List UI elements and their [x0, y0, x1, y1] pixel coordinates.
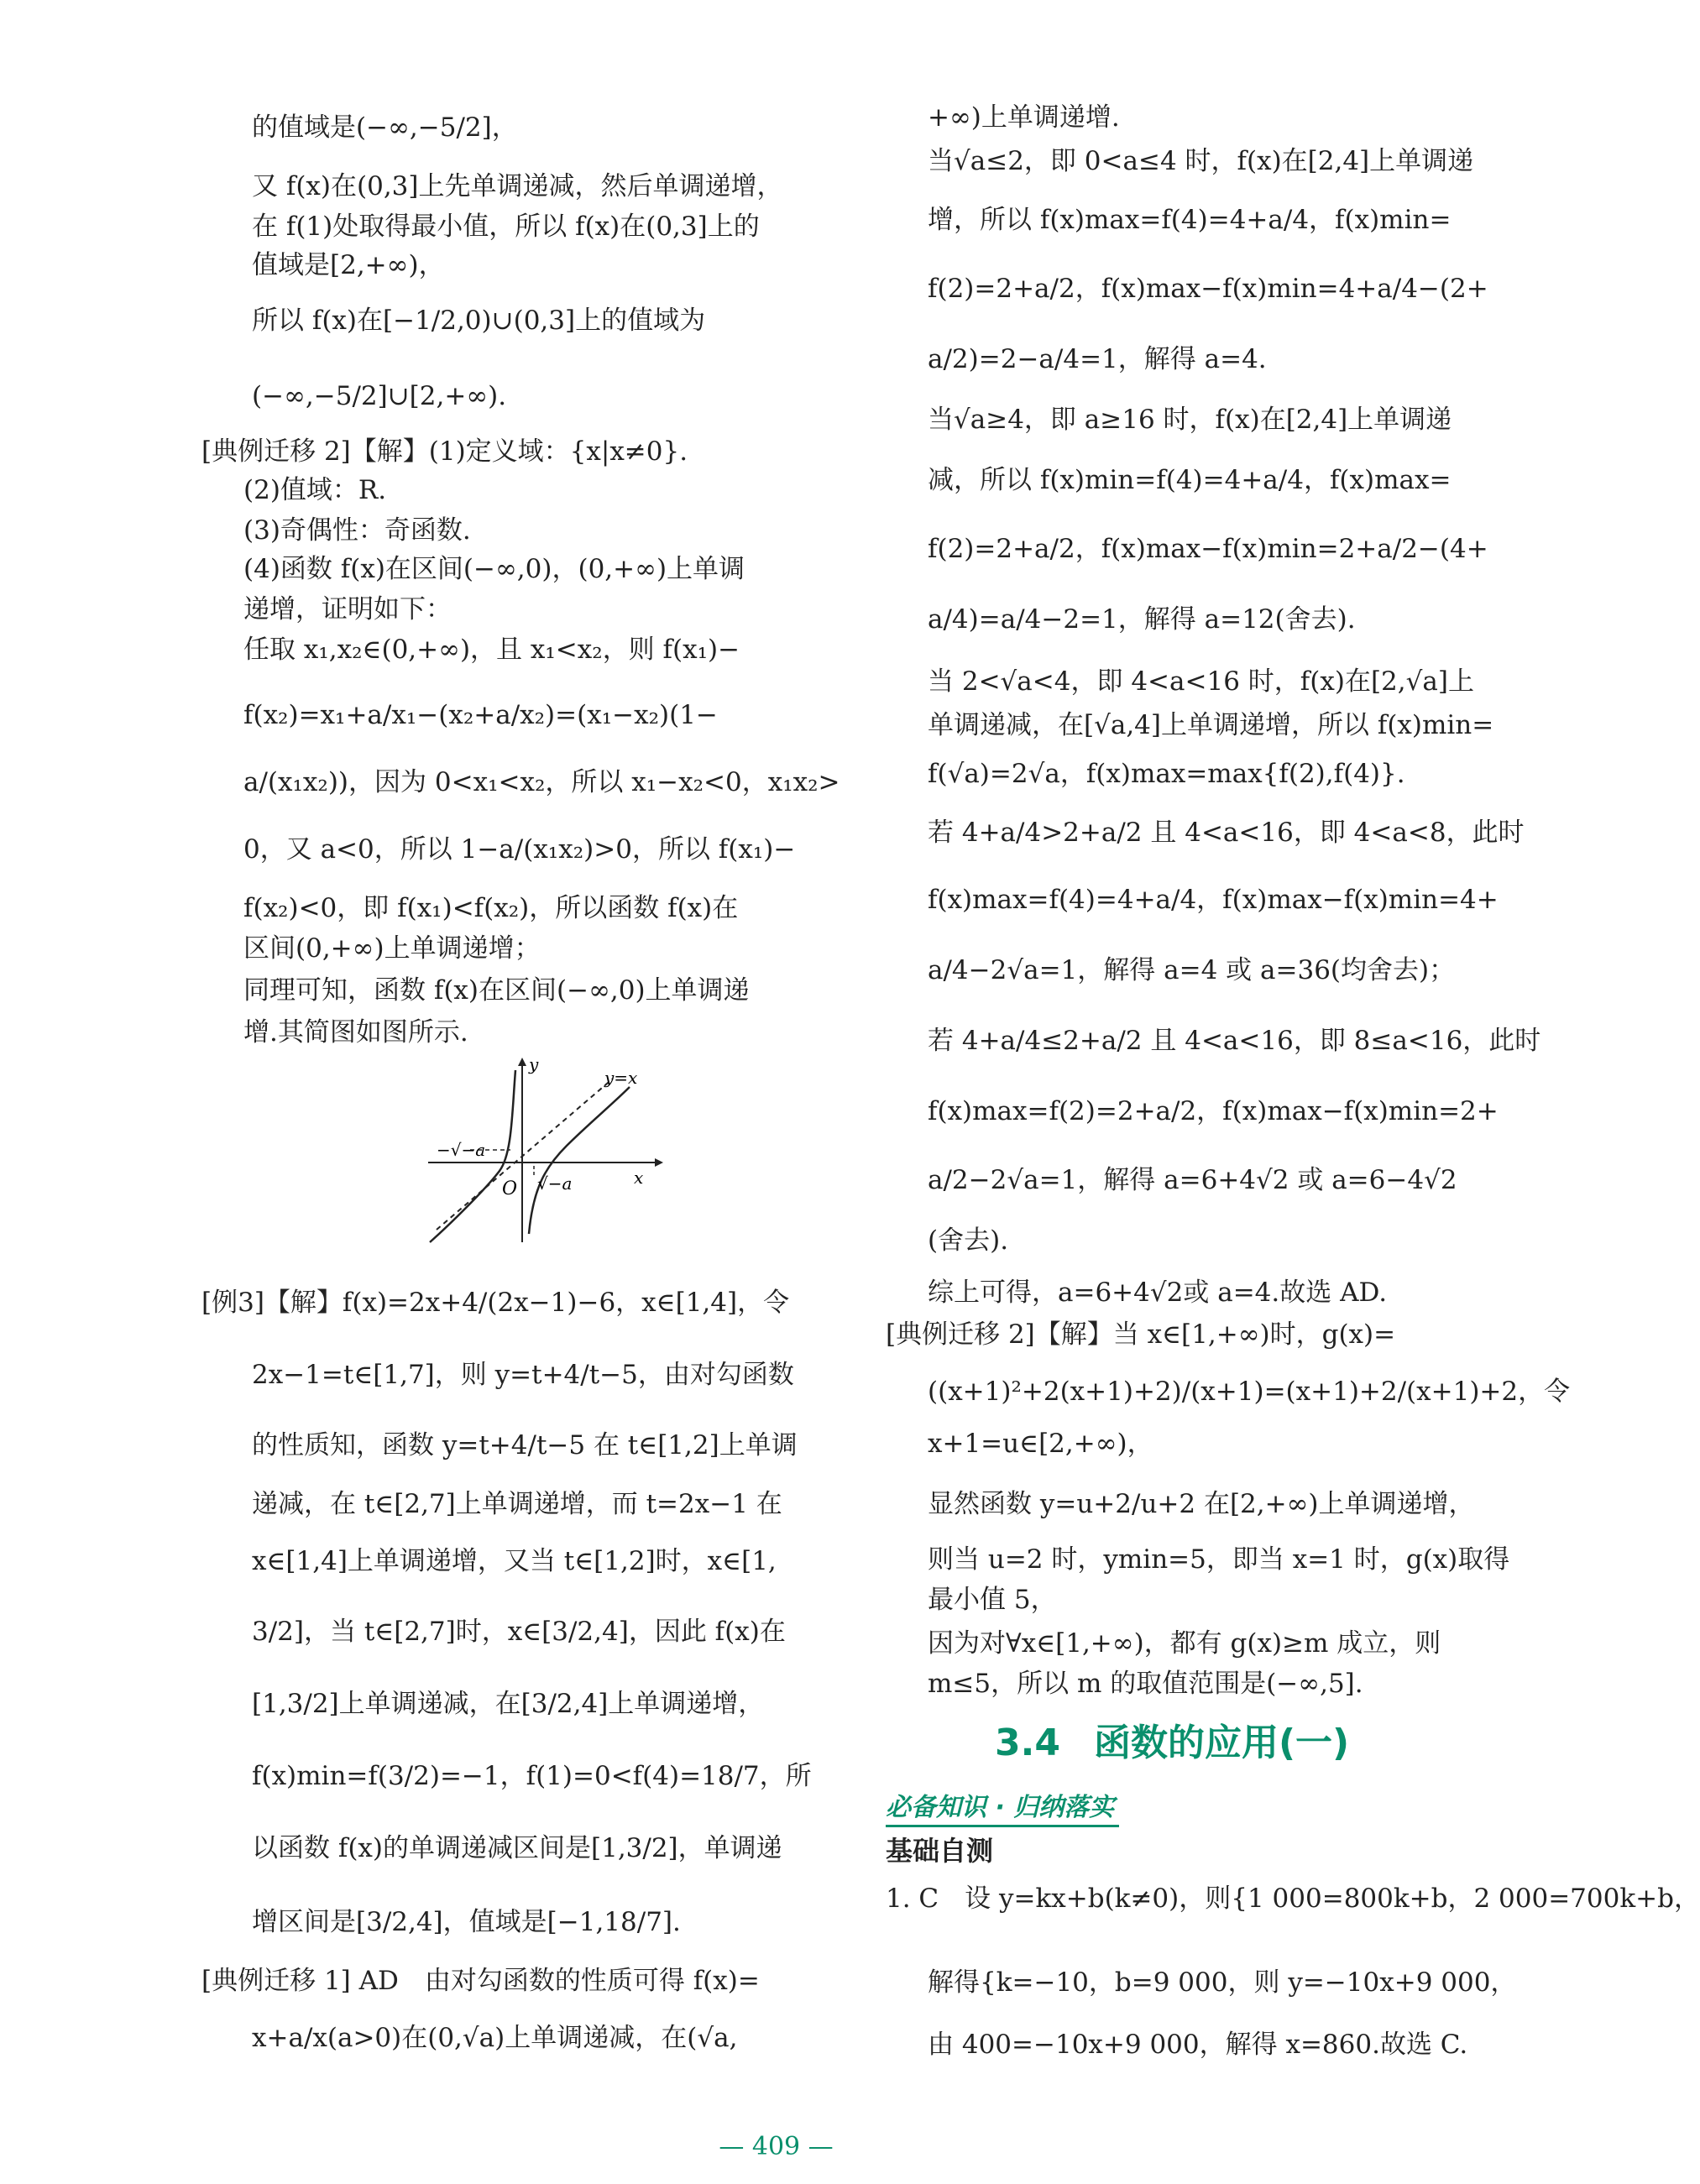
- left-text-line: (2)值域：R.: [243, 475, 387, 505]
- left-text-line: 递减，在 t∈[2,7]上单调递增，而 t=2x−1 在: [252, 1489, 782, 1519]
- right-text-line: m≤5，所以 m 的取值范围是(−∞,5].: [928, 1669, 1363, 1699]
- curve-right-branch: [529, 1087, 630, 1234]
- left-text-line: 的性质知，函数 y=t+4/t−5 在 t∈[1,2]上单调: [252, 1430, 798, 1460]
- right-text-line: 当√a≥4，即 a≥16 时，f(x)在[2,4]上单调递: [928, 405, 1452, 435]
- left-text-line: x+a/x(a>0)在(0,√a)上单调递减，在(√a,: [252, 2023, 738, 2053]
- left-text-line: 3/2]，当 t∈[2,7]时，x∈[3/2,4]，因此 f(x)在: [252, 1617, 786, 1647]
- left-text-line: x∈[1,4]上单调递增，又当 t∈[1,2]时，x∈[1,: [252, 1546, 777, 1576]
- left-text-line: a/(x₁x₂))，因为 0<x₁<x₂，所以 x₁−x₂<0，x₁x₂>: [243, 767, 840, 797]
- right-text-line: 减，所以 f(x)min=f(4)=4+a/4，f(x)max=: [928, 465, 1452, 495]
- left-text-line: [典例迁移 2]【解】(1)定义域：{x|x≠0}.: [201, 436, 688, 467]
- right-text-line: 显然函数 y=u+2/u+2 在[2,+∞)上单调递增，: [928, 1489, 1475, 1519]
- section-name: 函数的应用(一): [1093, 1722, 1350, 1764]
- right-text-line: 当 2<√a<4，即 4<a<16 时，f(x)在[2,√a]上: [928, 666, 1474, 697]
- right-text-line: 综上可得，a=6+4√2或 a=4.故选 AD.: [928, 1277, 1388, 1308]
- left-text-line: 又 f(x)在(0,3]上先单调递减，然后单调递增，: [252, 171, 783, 201]
- right-text-line: ((x+1)²+2(x+1)+2)/(x+1)=(x+1)+2/(x+1)+2，令: [928, 1377, 1571, 1407]
- right-text-line: 最小值 5，: [928, 1585, 1057, 1615]
- left-text-line: 区间(0,+∞)上单调递增；: [243, 933, 541, 964]
- left-text-line: f(x₂)<0，即 f(x₁)<f(x₂)，所以函数 f(x)在: [243, 893, 739, 923]
- x-axis-arrow: [655, 1158, 663, 1167]
- page-number: — 409 —: [719, 2132, 834, 2161]
- left-text-line: (−∞,−5/2]∪[2,+∞).: [252, 381, 507, 411]
- left-text-line: 2x−1=t∈[1,7]，则 y=t+4/t−5，由对勾函数: [252, 1360, 794, 1390]
- right-text-line: a/2)=2−a/4=1，解得 a=4.: [928, 344, 1267, 374]
- left-text-line: f(x)min=f(3/2)=−1，f(1)=0<f(4)=18/7，所: [252, 1761, 812, 1791]
- right-text-line: 增，所以 f(x)max=f(4)=4+a/4，f(x)min=: [928, 205, 1452, 235]
- left-text-line: 增区间是[3/2,4]，值域是[−1,18/7].: [252, 1907, 681, 1937]
- right-text-line: f(x)max=f(2)=2+a/2，f(x)max−f(x)min=2+: [928, 1096, 1499, 1126]
- left-text-line: 任取 x₁,x₂∈(0,+∞)，且 x₁<x₂，则 f(x₁)−: [243, 635, 740, 665]
- right-text-line: f(x)max=f(4)=4+a/4，f(x)max−f(x)min=4+: [928, 885, 1499, 915]
- right-text-line: 单调递减，在[√a,4]上单调递增，所以 f(x)min=: [928, 710, 1494, 740]
- right-text-line: 则当 u=2 时，ymin=5，即当 x=1 时，g(x)取得: [928, 1544, 1510, 1575]
- graph-label-pos: √−a: [537, 1173, 573, 1194]
- left-text-line: 值域是[2,+∞)，: [252, 250, 445, 280]
- graph-label-x: x: [634, 1168, 644, 1188]
- left-text-line: [典例迁移 1] AD 由对勾函数的性质可得 f(x)=: [201, 1966, 760, 1996]
- right-text-line: 若 4+a/4≤2+a/2 且 4<a<16，即 8≤a<16，此时: [928, 1026, 1541, 1056]
- left-text-line: 增.其简图如图所示.: [243, 1017, 468, 1048]
- right-text-line: a/4)=a/4−2=1，解得 a=12(舍去).: [928, 604, 1356, 635]
- y-axis-arrow: [518, 1058, 526, 1066]
- right-text-line: f(2)=2+a/2，f(x)max−f(x)min=2+a/2−(4+: [928, 534, 1488, 564]
- right-text-line: +∞)上单调递增.: [928, 102, 1120, 133]
- subsection-banner: 必备知识 · 归纳落实: [886, 1786, 1119, 1827]
- left-text-line: [例3]【解】f(x)=2x+4/(2x−1)−6，x∈[1,4]，令: [201, 1288, 790, 1318]
- function-sketch-graph: [420, 1053, 663, 1246]
- right-text-line: a/4−2√a=1，解得 a=4 或 a=36(均舍去)；: [928, 955, 1456, 985]
- right-text-line: (舍去).: [928, 1225, 1009, 1256]
- right-text-line: 若 4+a/4>2+a/2 且 4<a<16，即 4<a<8，此时: [928, 818, 1525, 848]
- left-text-line: 的值域是(−∞,−5/2]，: [252, 112, 518, 143]
- left-text-line: (4)函数 f(x)在区间(−∞,0)，(0,+∞)上单调: [243, 554, 745, 584]
- right-text-line: 因为对∀x∈[1,+∞)，都有 g(x)≥m 成立，则: [928, 1628, 1441, 1659]
- right-text-line: 由 400=−10x+9 000，解得 x=860.故选 C.: [928, 2030, 1468, 2060]
- right-text-line: 解得{k=−10，b=9 000，则 y=−10x+9 000，: [928, 1967, 1517, 1998]
- graph-label-o: O: [502, 1178, 518, 1199]
- graph-label-y: y: [529, 1054, 539, 1074]
- right-text-line: f(√a)=2√a，f(x)max=max{f(2),f(4)}.: [928, 759, 1405, 789]
- left-text-line: (3)奇偶性：奇函数.: [243, 515, 471, 546]
- left-text-line: 所以 f(x)在[−1/2,0)∪(0,3]上的值域为: [252, 306, 706, 336]
- left-text-line: 同理可知，函数 f(x)在区间(−∞,0)上单调递: [243, 975, 750, 1006]
- graph-label-neg: −√−a: [437, 1140, 486, 1160]
- left-text-line: 递增，证明如下：: [243, 594, 452, 624]
- subsection-heading: 基础自测: [886, 1835, 994, 1867]
- right-text-line: [典例迁移 2]【解】当 x∈[1,+∞)时，g(x)=: [886, 1319, 1396, 1350]
- left-text-line: [1,3/2]上单调递减，在[3/2,4]上单调递增，: [252, 1689, 765, 1719]
- graph-label-yx: y=x: [604, 1068, 638, 1088]
- right-text-line: x+1=u∈[2,+∞)，: [928, 1429, 1153, 1459]
- left-text-line: 0，又 a<0，所以 1−a/(x₁x₂)>0，所以 f(x₁)−: [243, 834, 796, 865]
- right-text-line: a/2−2√a=1，解得 a=6+4√2 或 a=6−4√2: [928, 1165, 1457, 1195]
- left-text-line: 在 f(1)处取得最小值，所以 f(x)在(0,3]上的: [252, 212, 760, 242]
- right-text-line: 当√a≤2，即 0<a≤4 时，f(x)在[2,4]上单调递: [928, 146, 1474, 176]
- left-text-line: f(x₂)=x₁+a/x₁−(x₂+a/x₂)=(x₁−x₂)(1−: [243, 700, 718, 730]
- section-title: [995, 1712, 1383, 1766]
- section-number: 3.4: [995, 1722, 1060, 1764]
- right-text-line: 1. C 设 y=kx+b(k≠0)，则{1 000=800k+b，2 000=700k+b，: [886, 1884, 1700, 1914]
- right-text-line: f(2)=2+a/2，f(x)max−f(x)min=4+a/4−(2+: [928, 274, 1488, 304]
- left-text-line: 以函数 f(x)的单调递减区间是[1,3/2]，单调递: [252, 1833, 782, 1863]
